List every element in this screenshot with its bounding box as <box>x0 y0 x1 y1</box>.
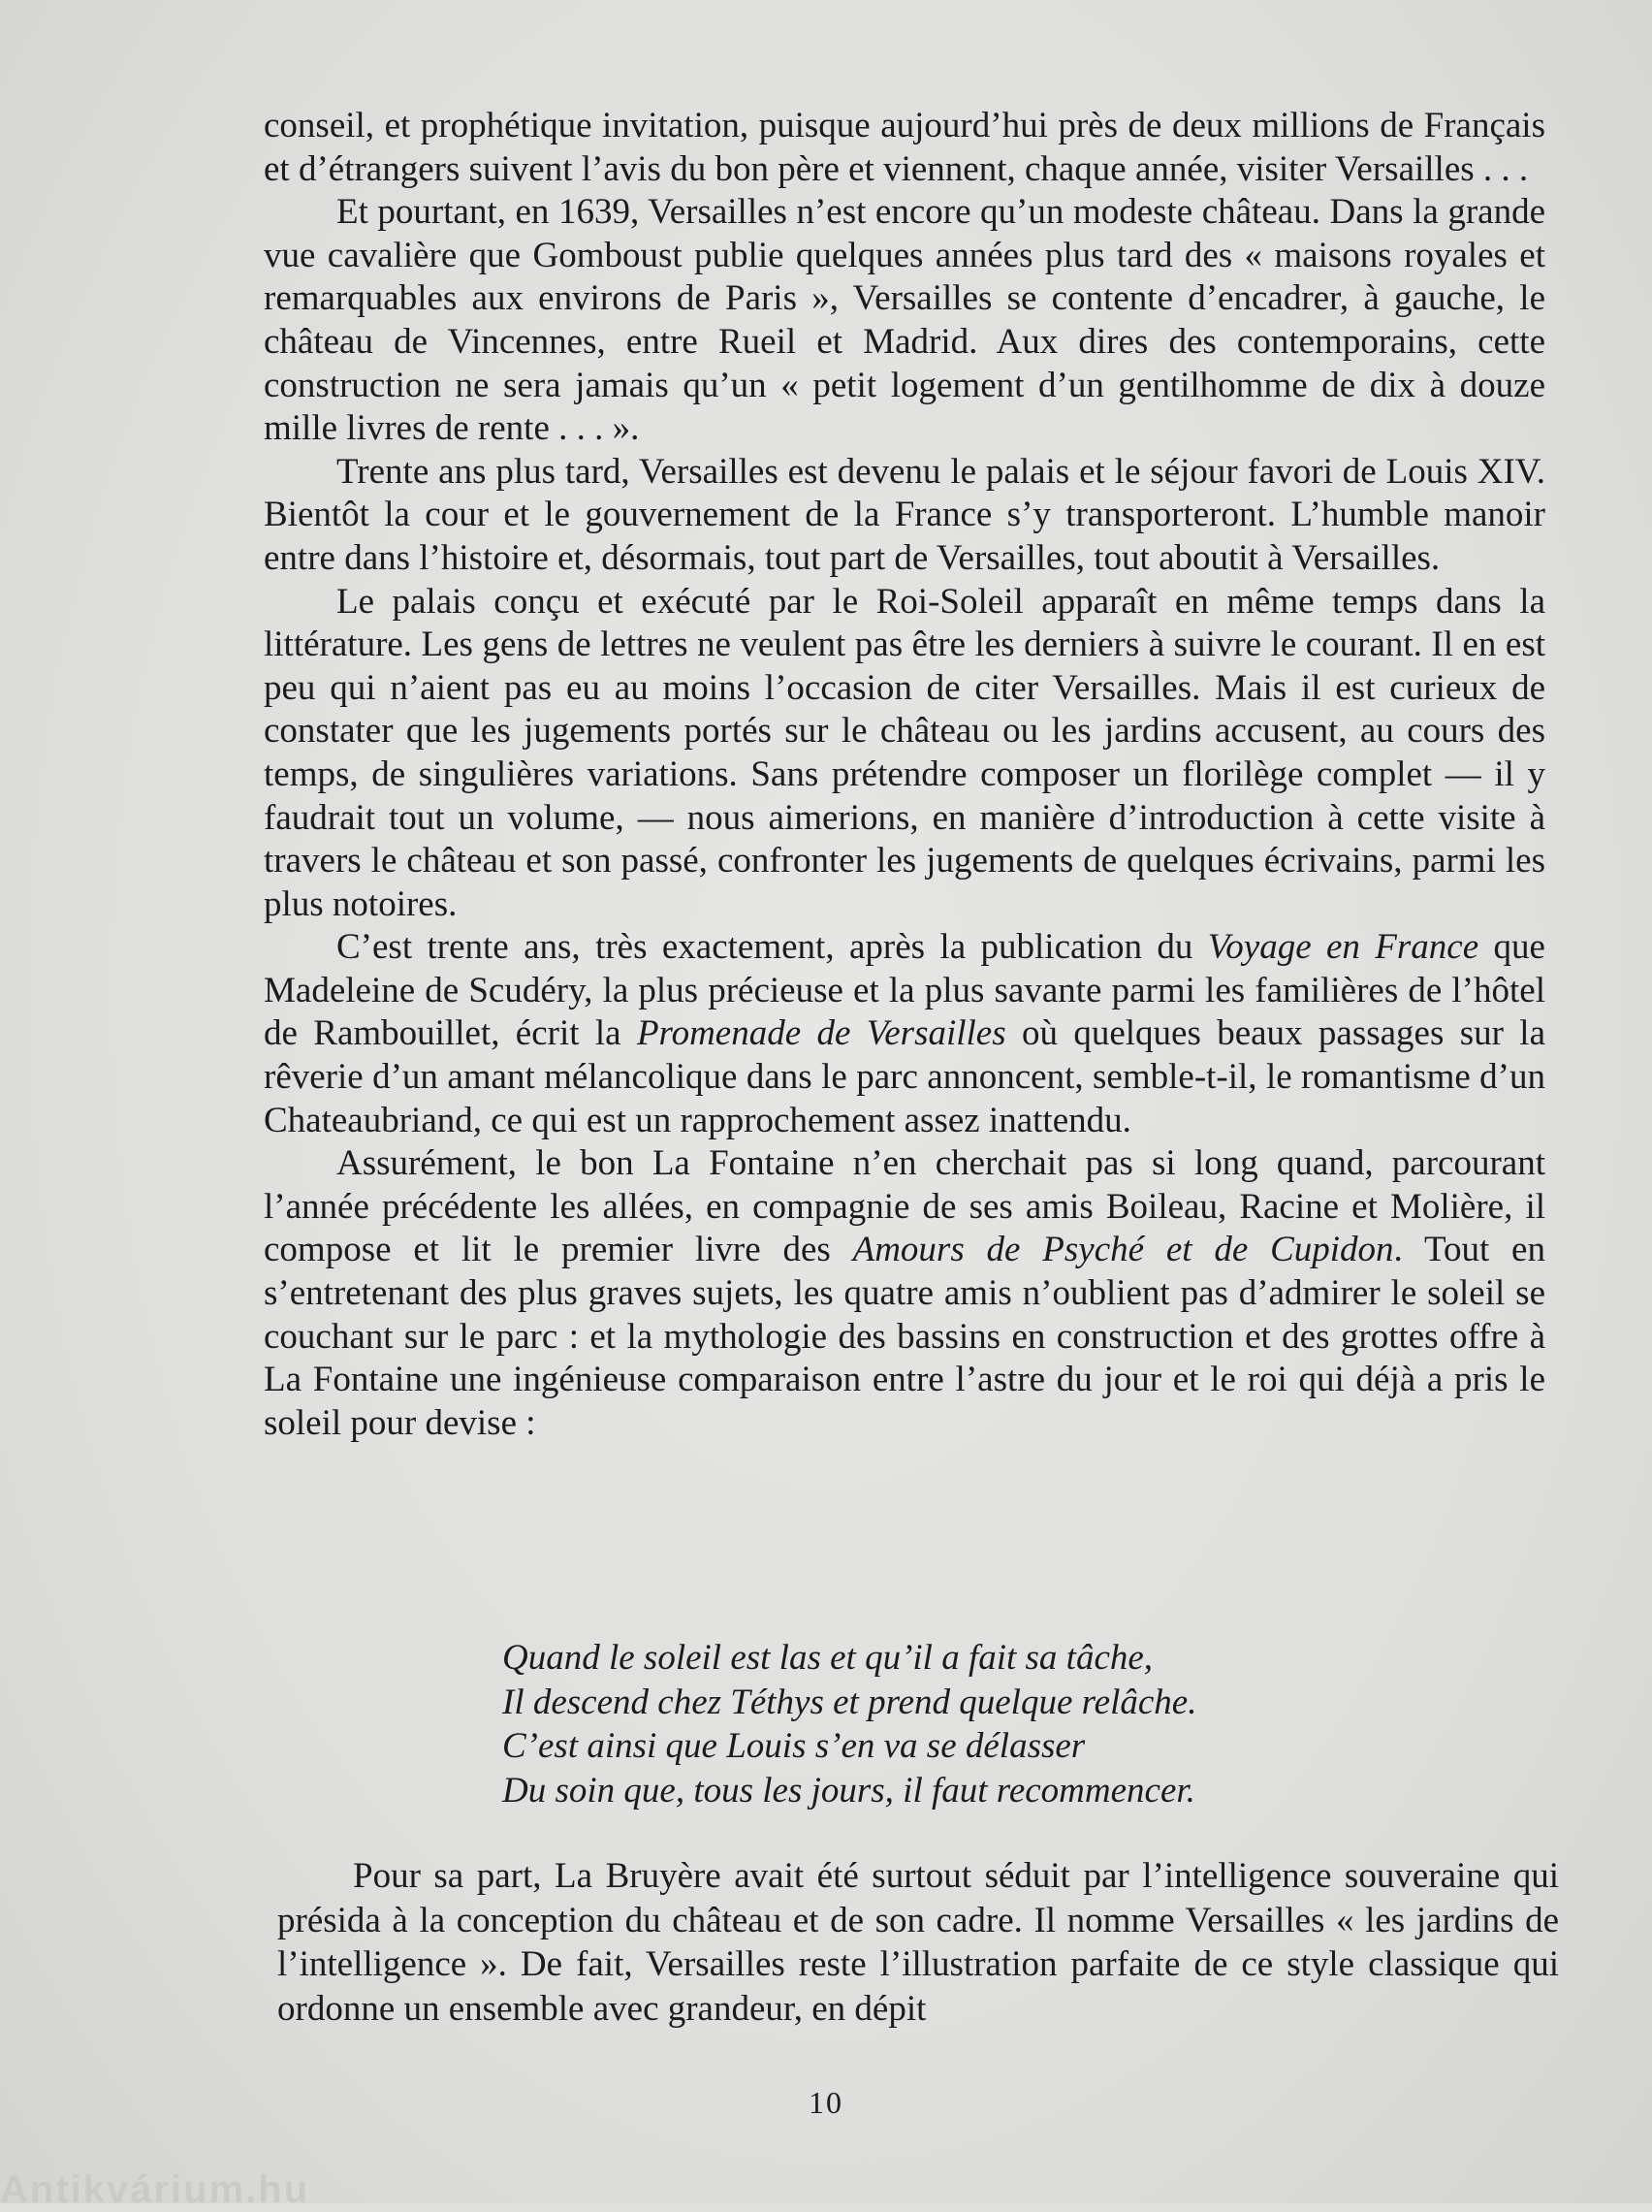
text-run: Assurément, le bon La Fontaine n’en cherchait pas si long quand, parcourant l’année précédente les allées, en compagnie de ses amis Boileau, Racine et Molière, il compose et lit le premier livre des <box>264 1143 1545 1270</box>
verse-line: Quand le soleil est las et qu’il a fait sa tâche, <box>502 1638 1154 1678</box>
verse-line: C’est ainsi que Louis s’en va se délasser <box>502 1726 1086 1766</box>
text-run: conseil, et prophétique invitation, puisque aujourd’hui près de deux millions de Français et d’étrangers suivent l’avis du bon père et viennent, chaque année, visiter Versailles . . . <box>264 106 1545 189</box>
italic-title: Amours de Psyché et de Cupidon <box>852 1230 1394 1270</box>
text-run: Et pourtant, en 1639, Versailles n’est encore qu’un modeste château. Dans la grande vue cavalière que Gomboust publie quelques années plus tard des « maisons royales et remarquables aux environs de Paris », Versailles se contente d’encadrer, à gauche, le château de Vincennes, entre Rueil et Madrid. Aux dires des contemporains, cette construction ne sera jamais qu’un « petit logement d’un gentilhomme de dix à douze mille livres de rente . . . ». <box>264 192 1545 449</box>
paragraph-2 <box>264 451 1545 581</box>
body-text <box>264 105 1545 1445</box>
paragraph-0 <box>264 105 1545 191</box>
closing-text <box>277 1854 1559 2031</box>
italic-title: Voyage en France <box>1207 927 1479 968</box>
paragraph-1 <box>264 191 1545 451</box>
text-run: que Madeleine de Scudéry, la plus précieuse et la plus savante parmi les familières de l’hôtel de Rambouillet, écrit la <box>264 927 1545 1054</box>
page-number: 10 <box>809 2085 843 2120</box>
verse-quotation <box>502 1636 1375 1812</box>
text-run: . Tout en s’entretenant des plus graves sujets, les quatre amis n’oublient pas d’admirer le soleil se couchant sur le parc : et la mythologie des bassins en construction et des grottes offre à La Fontaine une ingénieuse comparaison entre l’astre du jour et le roi qui déjà a pris le soleil pour devise : <box>264 1230 1545 1443</box>
text-run: où quelques beaux passages sur la rêverie d’un amant mélancolique dans le parc annoncent, semble-t-il, le romantisme d’un Chateaubriand, ce qui est un rapprochement assez inattendu. <box>264 1013 1545 1140</box>
verse-line: Du soin que, tous les jours, il faut recommencer. <box>502 1770 1195 1811</box>
text-run: Le palais conçu et exécuté par le Roi-Soleil apparaît en même temps dans la littérature. Les gens de lettres ne veulent pas être les derniers à suivre le courant. Il en est peu qui n’aient pas eu au moins l’occasion de citer Versailles. Mais il est curieux de constater que les jugements portés sur le château ou les jardins accusent, au cours des temps, de singulières variations. Sans prétendre composer un florilège complet — il y faudrait tout un volume, — nous aimerions, en manière d’introduction à cette visite à travers le château et son passé, confronter les jugements de quelques écrivains, parmi les plus notoires. <box>264 581 1545 924</box>
text-run: C’est trente ans, très exactement, après la publication du <box>336 927 1208 968</box>
paragraph-4 <box>264 926 1545 1142</box>
paragraph-5 <box>264 1142 1545 1445</box>
paragraph-3 <box>264 581 1545 927</box>
watermark: Antikvárium.hu <box>0 2168 310 2211</box>
italic-title: Promenade de Versailles <box>636 1013 1006 1054</box>
text-run: Trente ans plus tard, Versailles est devenu le palais et le séjour favori de Louis XIV. Bientôt la cour et le gouvernement de la France s’y transporteront. L’humble manoir entre dans l’histoire et, désormais, tout part de Versailles, tout aboutit à Versailles. <box>264 451 1545 578</box>
closing-paragraph: Pour sa part, La Bruyère avait été surtout séduit par l’intelligence souveraine qui présida à la conception du château et de son cadre. Il nomme Versailles « les jardins de l’intelligence ». De fait, Versailles reste l’illustration parfaite de ce style classique qui ordonne un ensemble avec grandeur, en dépit <box>277 1856 1559 2029</box>
verse-line: Il descend chez Téthys et prend quelque relâche. <box>502 1682 1197 1722</box>
